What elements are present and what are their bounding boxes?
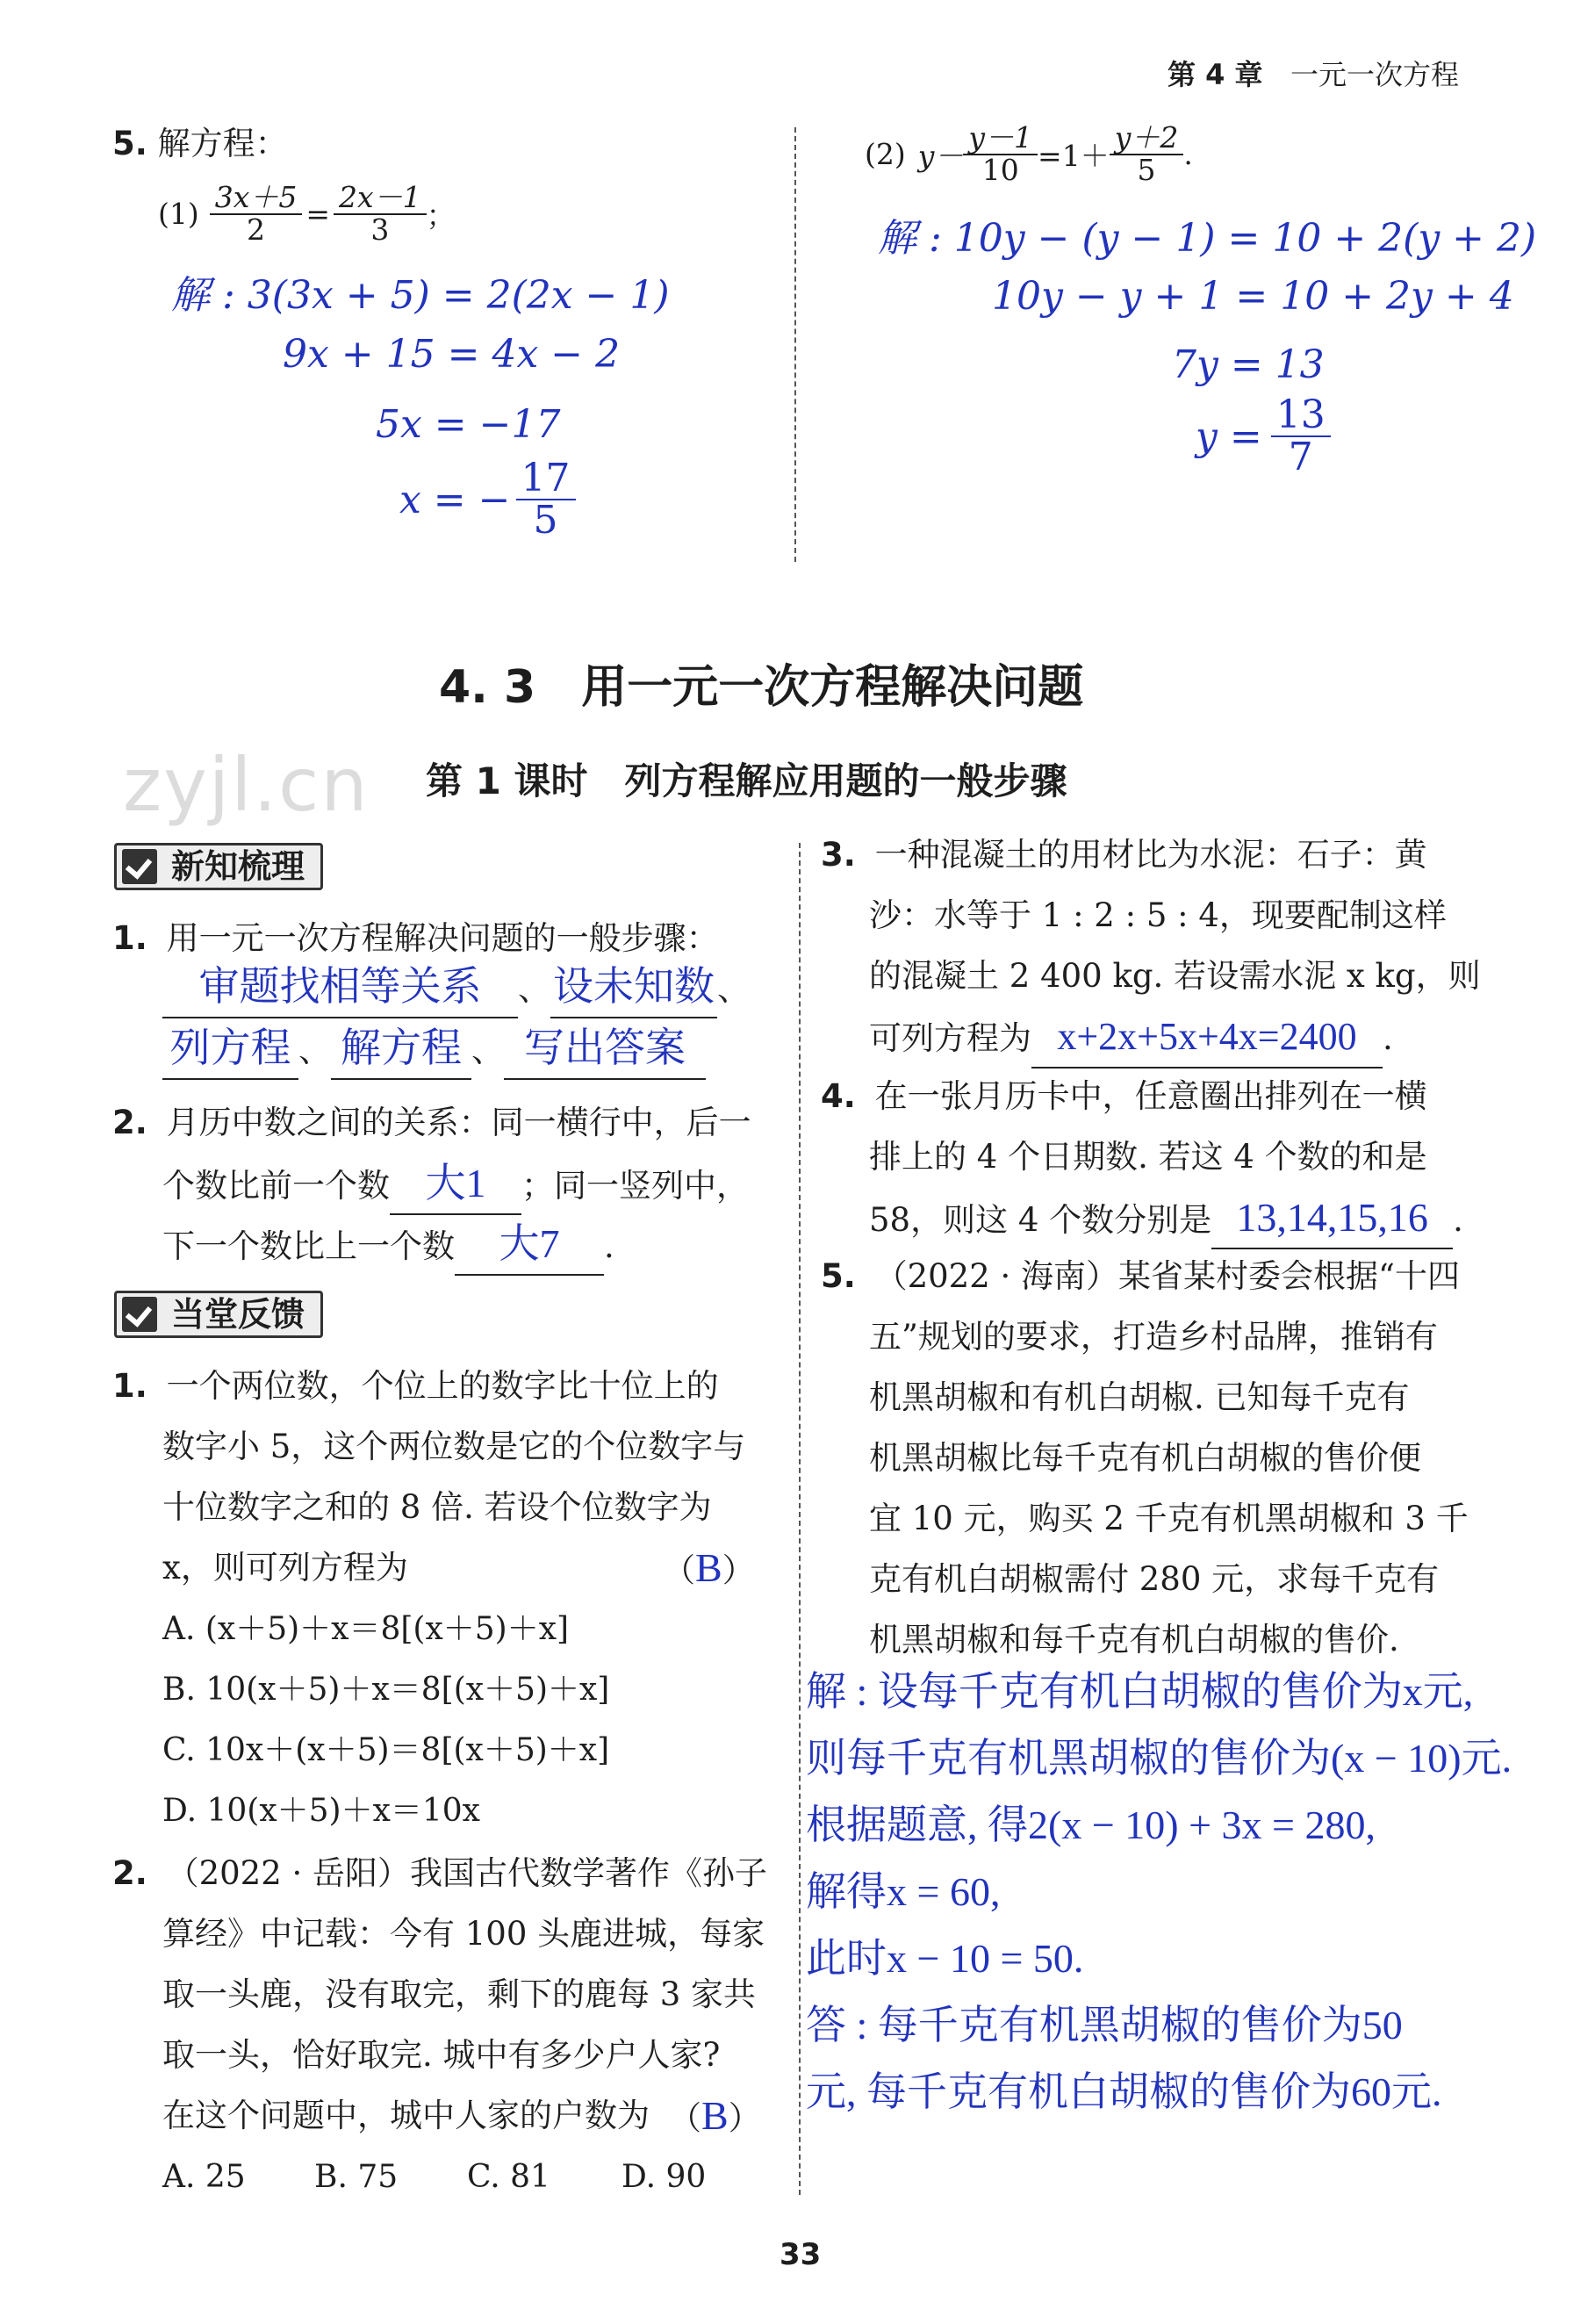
- page-number: 33: [780, 2237, 822, 2272]
- dangtang-q2-option-c: C. 81: [467, 2159, 550, 2195]
- chapter-title: 一元一次方程: [1290, 58, 1460, 91]
- dangtang-q1-line1: [112, 1356, 719, 1416]
- xinzhi-tag: [114, 843, 323, 890]
- dangtang-tag-label: 当堂反馈: [171, 1295, 305, 1334]
- equals-sign: =: [305, 197, 331, 232]
- xinzhi-q2-line3: [162, 1214, 614, 1277]
- semicolon: ；: [426, 198, 456, 234]
- bottom-column-divider: [799, 843, 801, 2195]
- q5-part2-answer-line1: 解 : 10y − (y − 1) = 10 + 2(y + 2): [878, 216, 1537, 261]
- dangtang-q1-line4: x，则可列方程为: [162, 1549, 408, 1587]
- dangtang-q1-line3: 十位数字之和的 8 倍. 若设个位数字为: [162, 1488, 712, 1526]
- dangtang-tag: [114, 1291, 323, 1338]
- right-q5-line2: 五”规划的要求，打造乡村品牌，推销有: [869, 1318, 1438, 1356]
- question-text: （2022 · 海南）某省某村委会根据“十四: [874, 1257, 1460, 1295]
- section-title: 4. 3 用一元一次方程解决问题: [439, 661, 1084, 714]
- xinzhi-tag-label: 新知梳理: [171, 847, 305, 886]
- answer-blank-2: 大7: [455, 1214, 604, 1276]
- q5-part2-answer-line2: 10y − y + 1 = 10 + 2y + 4: [992, 274, 1514, 319]
- right-q5-solution-line2: 则每千克有机黑胡椒的售价为(x − 10)元.: [806, 1736, 1512, 1781]
- question-number: 1.: [112, 919, 147, 957]
- right-q4-line2: 排上的 4 个日期数. 若这 4 个数的和是: [869, 1138, 1427, 1176]
- separator: 、: [717, 970, 750, 1008]
- checkbox-icon: [122, 849, 157, 884]
- right-q5-line5: 宜 10 元，购买 2 千克有机黑胡椒和 3 千: [869, 1500, 1469, 1537]
- q5-part1-lhs-fraction: [210, 180, 303, 247]
- fraction-denominator: 3: [370, 212, 390, 247]
- question-text: （2022 · 岳阳）我国古代数学著作《孙子: [166, 1854, 768, 1892]
- question-text: 个数比前一个数: [162, 1167, 390, 1205]
- dangtang-q1-option-d: D. 10(x＋5)＋x＝10x: [162, 1793, 480, 1829]
- step-answer-4: 解方程: [331, 1018, 471, 1080]
- xinzhi-q2-line2: [162, 1154, 749, 1216]
- paren-right: ）: [722, 1551, 755, 1589]
- q5-part1-rhs-fraction: [334, 180, 427, 247]
- q5-part1-answer-line3: 5x = −17: [376, 402, 561, 447]
- fraction-numerator: y＋2: [1110, 123, 1184, 155]
- right-q5-solution-line4: 解得x = 60,: [806, 1869, 1001, 1914]
- fraction-denominator: 7: [1288, 435, 1313, 480]
- chapter-header: [1168, 53, 1263, 93]
- question-text: 在一张月历卡中，任意圈出排列在一横: [874, 1077, 1427, 1115]
- choice-answer: B: [695, 1545, 722, 1590]
- q5-title: 解方程：: [157, 125, 288, 162]
- q5-label: 5.: [112, 125, 147, 162]
- right-q5-line3: 机黑胡椒和有机白胡椒. 已知每千克有: [869, 1378, 1410, 1416]
- right-q5-line6: 克有机白胡椒需付 280 元，求每千克有: [869, 1560, 1440, 1598]
- equation-mid: =1＋: [1038, 139, 1110, 174]
- dangtang-q2-line2: 算经》中记载：今有 100 头鹿进城，每家: [162, 1915, 765, 1953]
- right-q5-solution-line3: 根据题意, 得2(x − 10) + 3x = 280,: [806, 1802, 1376, 1847]
- equation-lhs: y－: [917, 139, 964, 174]
- choice-answer: B: [701, 2093, 729, 2138]
- chapter-number: 第 4 章: [1168, 58, 1263, 91]
- fraction-numerator: 2x－1: [334, 183, 427, 215]
- dangtang-q2-option-a: A. 25: [162, 2159, 246, 2195]
- right-q5-solution-line7: 元, 每千克有机白胡椒的售价为60元.: [806, 2069, 1442, 2114]
- period: .: [1183, 137, 1193, 172]
- separator: 、: [471, 1032, 504, 1069]
- step-answer-5: 写出答案: [504, 1018, 706, 1080]
- q5-part2-answer-line4: [1196, 392, 1331, 480]
- q5-part1-answer-line2: 9x + 15 = 4x − 2: [283, 332, 621, 377]
- dangtang-q2-answer-paren: [669, 2086, 761, 2148]
- step-answer-3: 列方程: [162, 1018, 298, 1080]
- right-q5-solution-line6: 答 : 每千克有机黑胡椒的售价为50: [806, 2003, 1403, 2047]
- paren-left: （: [663, 1551, 695, 1589]
- fraction-numerator: 3x＋5: [210, 183, 303, 215]
- separator: 、: [298, 1032, 331, 1069]
- paren-left: （: [669, 2099, 701, 2137]
- fraction-denominator: 5: [533, 498, 558, 543]
- paren-right: ）: [728, 2099, 761, 2137]
- right-q4-line3: [869, 1188, 1463, 1250]
- separator: 、: [518, 970, 550, 1008]
- dangtang-q1-line2: 数字小 5，这个两位数是它的个位数字与: [162, 1428, 746, 1465]
- q5-part1-answer-line4: [399, 458, 576, 541]
- answer-lhs: x = −: [399, 477, 511, 522]
- checkbox-icon: [122, 1297, 157, 1332]
- top-column-divider: [794, 127, 796, 562]
- question-number: 2.: [112, 1854, 147, 1892]
- answer-blank-1: 大1: [390, 1154, 521, 1215]
- fraction-denominator: 5: [1137, 152, 1156, 187]
- question-text: 下一个数比上一个数: [162, 1227, 455, 1265]
- equation-answer: x+2x+5x+4x=2400: [1031, 1007, 1383, 1068]
- q5-part2-fraction1: [963, 120, 1038, 187]
- fraction-numerator: y－1: [963, 123, 1038, 155]
- xinzhi-q1-answers-line2: [162, 1018, 706, 1081]
- answer-fraction: [1271, 392, 1331, 480]
- question-number: 2.: [112, 1104, 147, 1141]
- period: .: [604, 1227, 614, 1265]
- fraction-numerator: 13: [1271, 395, 1331, 437]
- right-q5-line1: [821, 1247, 1460, 1306]
- right-q3-line2: 沙：水等于 1 : 2 : 5 : 4，现要配制这样: [869, 896, 1447, 934]
- q5-part2-fraction2: [1110, 120, 1184, 187]
- q5-part1-answer-line1: 解 : 3(3x + 5) = 2(2x − 1): [171, 273, 670, 318]
- step-answer-1: 审题找相等关系: [162, 957, 518, 1018]
- right-q5-line4: 机黑胡椒比每千克有机白胡椒的售价便: [869, 1439, 1421, 1477]
- question-text: 用一元一次方程解决问题的一般步骤：: [166, 919, 719, 957]
- right-q4-line1: [821, 1067, 1427, 1126]
- question-number: 1.: [112, 1367, 147, 1405]
- fraction-denominator: 10: [981, 152, 1019, 187]
- answer-lhs: y =: [1196, 414, 1262, 459]
- right-q3-line4: [869, 1007, 1393, 1068]
- dangtang-q2-line3: 取一头鹿，没有取完，剩下的鹿每 3 家共: [162, 1975, 757, 2013]
- q5-part2-answer-line3: 7y = 13: [1172, 342, 1325, 387]
- period: .: [1383, 1019, 1393, 1057]
- question-number: 3.: [821, 836, 856, 874]
- dangtang-q2-option-b: B. 75: [314, 2159, 399, 2195]
- right-q5-solution-line5: 此时x − 10 = 50.: [806, 1936, 1084, 1981]
- q5-part1-num: (1): [158, 197, 199, 232]
- question-number: 4.: [821, 1077, 856, 1115]
- step-answer-2: 设未知数: [550, 957, 717, 1018]
- q5-part1-equation: [158, 180, 456, 247]
- q5-heading: [112, 114, 288, 174]
- question-text: 可列方程为: [869, 1019, 1031, 1057]
- right-q5-solution-line1: 解 : 设每千克有机白胡椒的售价为x元,: [806, 1669, 1474, 1714]
- question-text: 一种混凝土的用材比为水泥：石子：黄: [874, 836, 1427, 874]
- dangtang-q1-answer-paren: [663, 1538, 755, 1601]
- lesson-title: 第 1 课时 列方程解应用题的一般步骤: [426, 759, 1067, 802]
- dangtang-q2-option-d: D. 90: [621, 2159, 707, 2195]
- fraction-numerator: 17: [516, 458, 576, 500]
- question-number: 5.: [821, 1257, 856, 1295]
- question-text: 58，则这 4 个数分别是: [869, 1201, 1212, 1239]
- q5-part2-equation: [865, 120, 1193, 187]
- dangtang-q1-option-a: A. (x＋5)＋x＝8[(x＋5)＋x]: [162, 1611, 570, 1647]
- question-text: 一个两位数，个位上的数字比十位上的: [166, 1367, 719, 1405]
- right-q3-line3: 的混凝土 2 400 kg. 若设需水泥 x kg，则: [869, 957, 1481, 995]
- answer-fraction: [516, 458, 576, 541]
- watermark: zyjl.cn: [123, 742, 370, 828]
- period: .: [1453, 1201, 1463, 1239]
- right-q3-line1: [821, 825, 1427, 885]
- dangtang-q2-line1: [112, 1844, 767, 1903]
- fraction-denominator: 2: [247, 212, 266, 247]
- question-text: ；同一竖列中，: [521, 1167, 749, 1205]
- dangtang-q2-line4: 取一头，恰好取完. 城中有多少户人家?: [162, 2036, 721, 2074]
- dangtang-q2-line5: 在这个问题中，城中人家的户数为: [162, 2097, 650, 2134]
- right-q5-line7: 机黑胡椒和每千克有机白胡椒的售价.: [869, 1621, 1399, 1658]
- dates-answer: 13,14,15,16: [1211, 1188, 1453, 1249]
- question-text: 月历中数之间的关系：同一横行中，后一: [166, 1104, 751, 1141]
- xinzhi-q1-answers-line1: [162, 957, 750, 1019]
- dangtang-q1-option-c: C. 10x＋(x＋5)＝8[(x＋5)＋x]: [162, 1732, 610, 1768]
- q5-part2-num: (2): [865, 137, 906, 172]
- xinzhi-q2-line1: [112, 1093, 751, 1153]
- dangtang-q1-option-b: B. 10(x＋5)＋x＝8[(x＋5)＋x]: [162, 1672, 610, 1708]
